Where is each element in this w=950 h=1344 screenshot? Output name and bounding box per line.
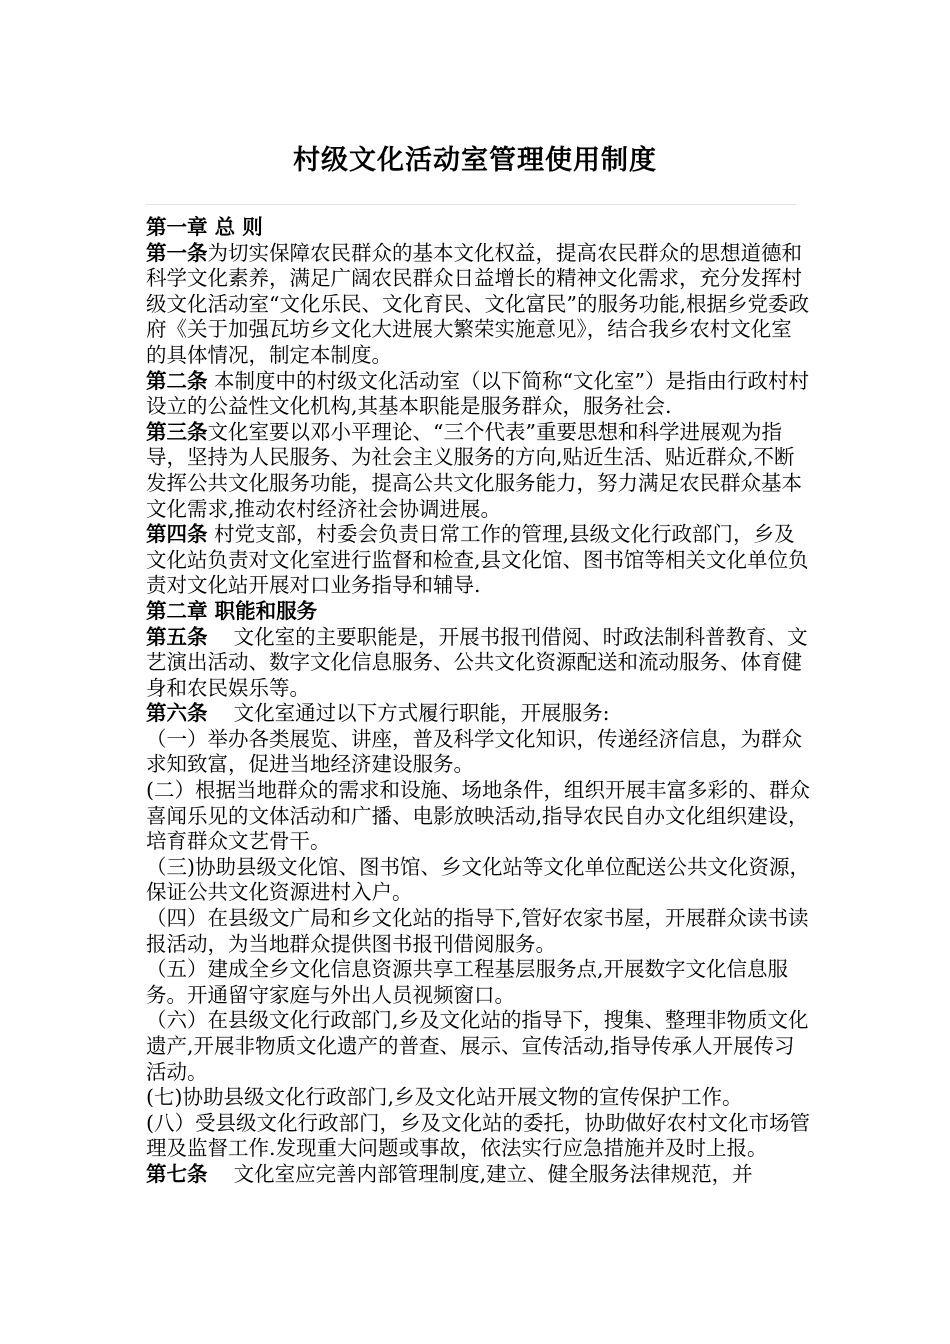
article-text: 为切实保障农民群众的基本文化权益，提高农民群众的思想道德和科学文化素养，满足广阔农民群众日益增长的精神文化需求，充分发挥村级文化活动室“文化乐民、文化育民、文化富民”的服务功能,根据乡党委政府《关于加强瓦坊乡文化大进展大繁荣实施意见》，结合我乡农村文化室的具体情况，制定本制度。 bbox=[146, 240, 809, 367]
article-text: 村党支部，村委会负责日常工作的管理,县级文化行政部门，乡及文化站负责对文化室进行监督和检查,县文化馆、图书馆等相关文化单位负责对文化站开展对口业务指导和辅导. bbox=[146, 522, 809, 598]
article-text: 文化室应完善内部管理制度,建立、健全服务法律规范，并 bbox=[207, 1161, 753, 1186]
article-3 bbox=[146, 420, 810, 522]
article-label: 第二条 bbox=[146, 368, 208, 393]
document-body bbox=[146, 215, 810, 1188]
document-title: 村级文化活动室管理使用制度 bbox=[293, 145, 657, 176]
article-label: 第四条 bbox=[146, 522, 208, 547]
article-2 bbox=[146, 369, 810, 420]
article-text: 文化室通过以下方式履行职能，开展服务: bbox=[207, 701, 610, 726]
article-7 bbox=[146, 1162, 810, 1188]
list-item-7: (七)协助县级文化行政部门,乡及文化站开展文物的宣传保护工作。 bbox=[146, 1085, 743, 1110]
article-label: 第三条 bbox=[146, 419, 208, 444]
article-text: 本制度中的村级文化活动室（以下简称“文化室”）是指由行政村村设立的公益性文化机构,其基本职能是服务群众，服务社会. bbox=[146, 368, 809, 419]
article-label: 第一条 bbox=[146, 240, 208, 265]
article-1 bbox=[146, 241, 810, 369]
list-item-3: （三)协助县级文化馆、图书馆、乡文化站等文化单位配送公共文化资源，保证公共文化资源进村入户。 bbox=[146, 854, 810, 905]
title-divider bbox=[146, 204, 796, 205]
article-6 bbox=[146, 701, 810, 727]
list-item-8: (八）受县级文化行政部门，乡及文化站的委托，协助做好农村文化市场管理及监督工作.发现重大问题或事故，依法实行应急措施并及时上报。 bbox=[146, 1110, 810, 1161]
article-text: 文化室要以邓小平理论、“三个代表”重要思想和科学进展观为指导，坚持为人民服务、为社会主义服务的方向,贴近生活、贴近群众,不断发挥公共文化服务功能，提高公共文化服务能力，努力满足农民群众基本文化需求,推动农村经济社会协调进展。 bbox=[146, 419, 802, 521]
list-item-1: （一）举办各类展览、讲座，普及科学文化知识，传递经济信息，为群众求知致富，促进当地经济建设服务。 bbox=[146, 726, 802, 777]
article-label: 第六条 bbox=[146, 701, 208, 726]
list-item-2: (二）根据当地群众的需求和设施、场地条件，组织开展丰富多彩的、群众喜闻乐见的文体活动和广播、电影放映活动,指导农民自办文化组织建设，培育群众文艺骨干。 bbox=[146, 778, 810, 854]
article-4 bbox=[146, 522, 810, 599]
chapter-heading-1: 第一章 总 则 bbox=[146, 215, 263, 239]
chapter-heading-2: 第二章 职能和服务 bbox=[146, 598, 318, 623]
article-5 bbox=[146, 625, 810, 702]
list-item-5: （五）建成全乡文化信息资源共享工程基层服务点,开展数字文化信息服务。开通留守家庭与外出人员视频窗口。 bbox=[146, 957, 789, 1007]
list-item-4: （四）在县级文广局和乡文化站的指导下,管好农家书屋，开展群众读书读报活动，为当地群众提供图书报刊借阅服务。 bbox=[146, 906, 809, 956]
list-item-6: （六）在县级文化行政部门,乡及文化站的指导下，搜集、整理非物质文化遗产,开展非物质文化遗产的普查、展示、宣传活动,指导传承人开展传习活动。 bbox=[146, 1008, 809, 1084]
article-label: 第五条 bbox=[146, 624, 208, 649]
article-label: 第七条 bbox=[146, 1161, 208, 1186]
article-text: 文化室的主要职能是，开展书报刊借阅、时政法制科普教育、文艺演出活动、数字文化信息服务、公共文化资源配送和流动服务、体育健身和农民娱乐等。 bbox=[146, 624, 808, 700]
